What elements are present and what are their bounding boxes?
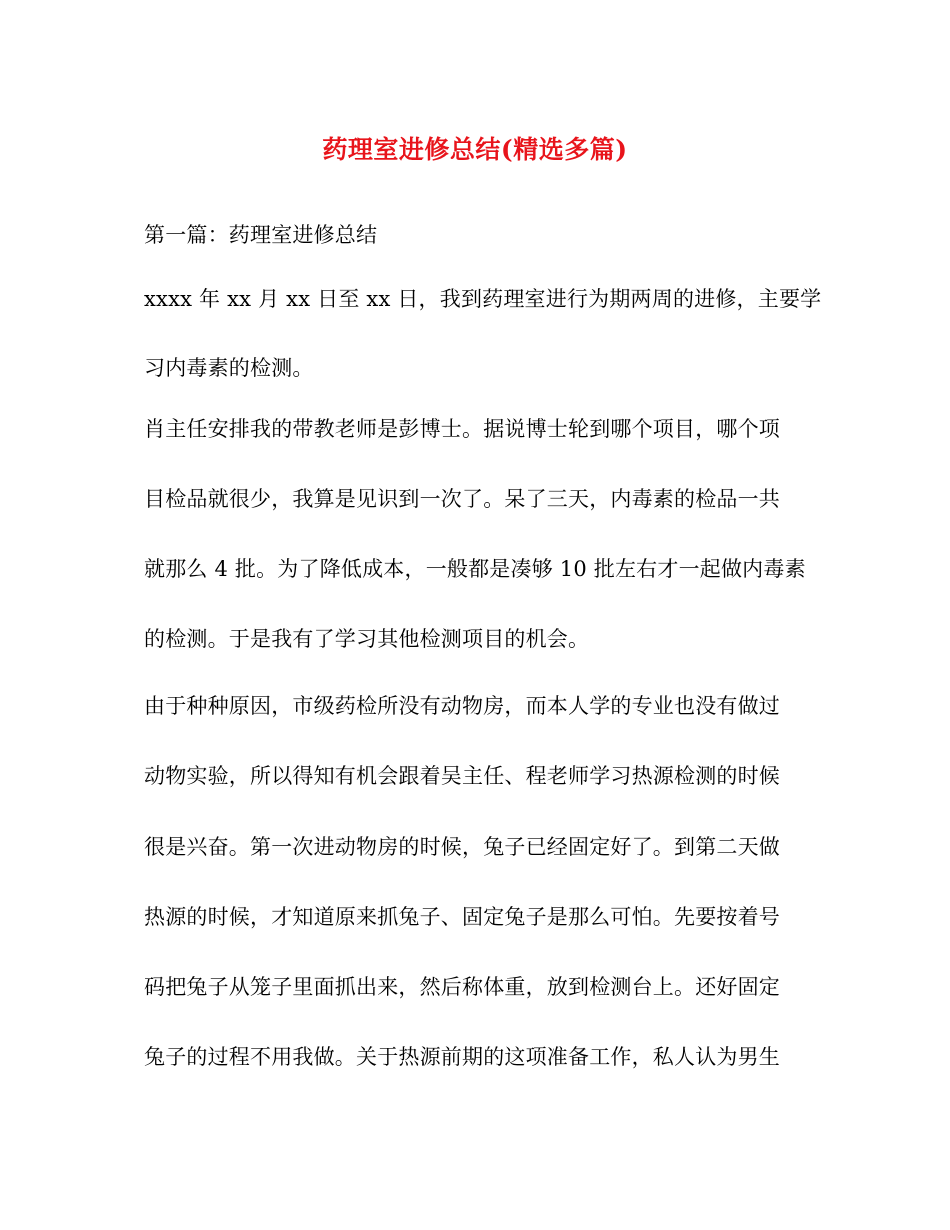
- paragraph-line-2: 习内毒素的检测。: [144, 356, 314, 380]
- paragraph-line-12: 兔子的过程不用我做。关于热源前期的这项准备工作，私人认为男生: [144, 1045, 780, 1069]
- paragraph-line-7: 由于种种原因，市级药检所没有动物房，而本人学的专业也没有做过: [144, 694, 780, 718]
- paragraph-line-1: xxxx 年 xx 月 xx 日至 xx 日，我到药理室进行为期两周的进修，主要学: [144, 287, 822, 311]
- paragraph-line-3: 肖主任安排我的带教老师是彭博士。据说博士轮到哪个项目，哪个项: [144, 417, 780, 441]
- paragraph-line-6: 的检测。于是我有了学习其他检测项目的机会。: [144, 627, 590, 651]
- paragraph-line-4: 目检品就很少，我算是见识到一次了。呆了三天，内毒素的检品一共: [144, 487, 780, 511]
- paragraph-line-8: 动物实验，所以得知有机会跟着吴主任、程老师学习热源检测的时候: [144, 764, 780, 788]
- paragraph-line-5: 就那么 4 批。为了降低成本，一般都是凑够 10 批左右才一起做内毒素: [144, 557, 806, 581]
- section-heading: 第一篇：药理室进修总结: [144, 223, 378, 247]
- paragraph-line-9: 很是兴奋。第一次进动物房的时候，兔子已经固定好了。到第二天做: [144, 835, 780, 859]
- document-title: 药理室进修总结(精选多篇): [322, 135, 628, 164]
- paragraph-line-11: 码把兔子从笼子里面抓出来，然后称体重，放到检测台上。还好固定: [144, 975, 780, 999]
- paragraph-line-10: 热源的时候，才知道原来抓兔子、固定兔子是那么可怕。先要按着号: [144, 905, 780, 929]
